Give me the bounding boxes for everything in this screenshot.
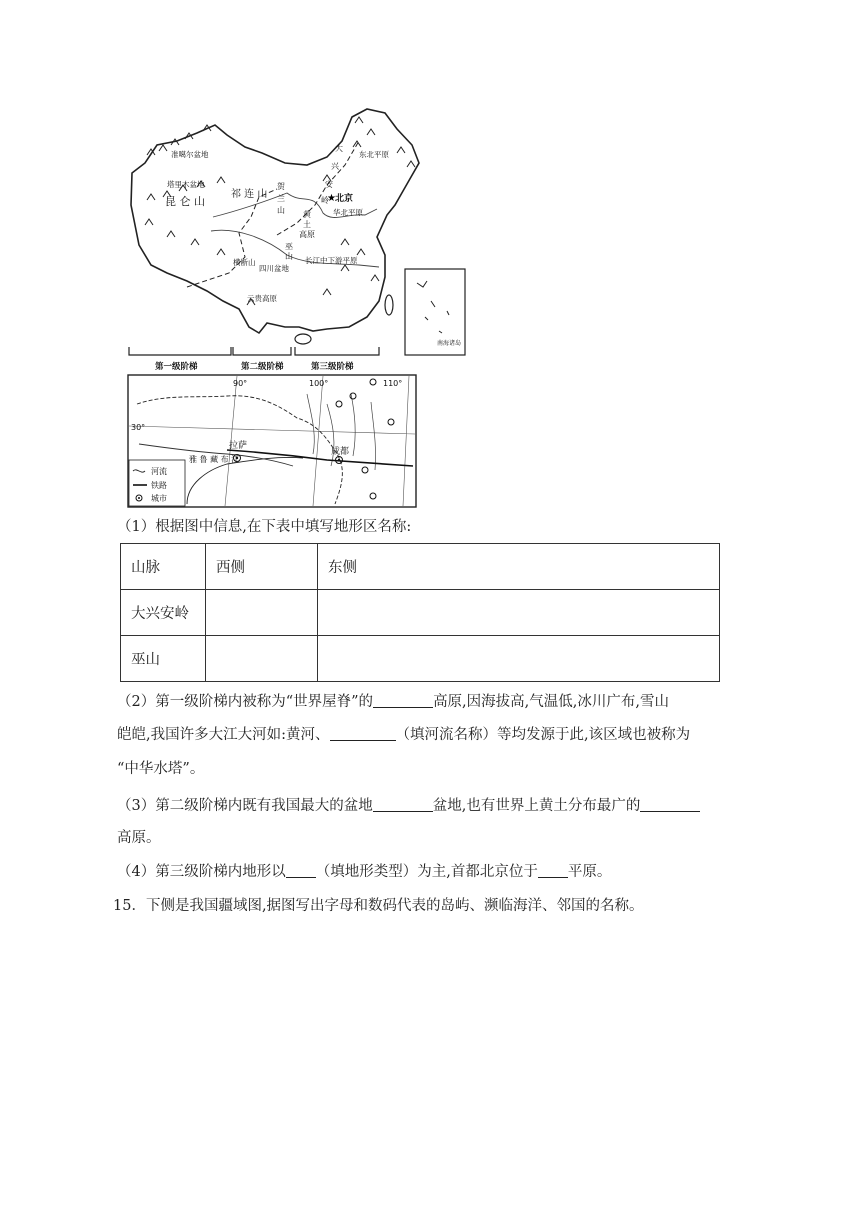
label-shan-he: 山 — [277, 206, 285, 215]
legend-river: 河流 — [151, 467, 167, 476]
step-third-label: 第三级阶梯 — [311, 362, 354, 372]
label-da: 大 — [335, 144, 343, 153]
label-sichuan: 四川盆地 — [259, 264, 289, 273]
q4-part-b: （填地形类型）为主,首都北京位于 — [315, 864, 538, 880]
row-daxinganling-west-cell[interactable] — [206, 590, 318, 636]
answer-blank-river[interactable] — [330, 726, 396, 741]
hainan-island — [295, 334, 311, 344]
question-2-line-1 — [117, 692, 727, 712]
step-second-label: 第二级阶梯 — [241, 362, 284, 372]
question-2-line-3: “中华水塔”。 — [117, 761, 205, 777]
answer-blank-plain[interactable] — [538, 863, 568, 878]
question-3-line-1 — [117, 796, 727, 816]
label-gao: 高 — [299, 230, 307, 239]
table-row — [121, 636, 720, 682]
label-yuan: 原 — [307, 230, 315, 239]
table-header-row — [121, 544, 720, 590]
label-tu: 土 — [303, 220, 311, 229]
label-qilian: 祁 连 山 — [231, 189, 268, 200]
question-2-line-2 — [117, 725, 727, 745]
label-northeast-plain: 东北平原 — [359, 150, 389, 159]
header-east: 东侧 — [318, 544, 720, 590]
answer-blank-basin[interactable] — [373, 797, 433, 812]
step-boundary-2 — [277, 141, 359, 235]
question-3-line-2: 高原。 — [117, 830, 161, 846]
legend-railway: 铁路 — [151, 481, 167, 490]
label-yungui: 云贵高原 — [247, 294, 277, 303]
label-hengduan: 横断山 — [233, 258, 256, 267]
label-middle-lower-plain: 长江中下游平原 — [305, 256, 358, 265]
label-junggar: 准噶尔盆地 — [171, 150, 209, 159]
table-row — [121, 590, 720, 636]
q2-part-c: 皑皑,我国许多大江大河如:黄河、 — [117, 727, 330, 743]
question-4 — [117, 862, 727, 882]
label-xing: 兴 — [331, 162, 339, 171]
row-wushan-name: 巫山 — [121, 636, 206, 682]
tick-90: 90° — [233, 379, 248, 388]
star-icon: ★ — [327, 193, 336, 204]
q3-part-a: （3）第二级阶梯内既有我国最大的盆地 — [117, 798, 373, 814]
label-shan-wu: 山 — [285, 252, 293, 261]
row-daxinganling-name: 大兴安岭 — [121, 590, 206, 636]
header-west: 西侧 — [206, 544, 318, 590]
q2-part-d: （填河流名称）等均发源于此,该区域也被称为 — [395, 727, 691, 743]
label-wu: 巫 — [285, 242, 293, 251]
label-south-sea: 南海诸岛 — [437, 340, 462, 347]
terrain-table — [120, 543, 720, 682]
tibet-sichuan-map-graphic — [127, 374, 417, 508]
legend-city: 城市 — [151, 494, 167, 503]
q4-part-c: 平原。 — [567, 864, 612, 880]
q3-part-b: 盆地,也有世界上黄土分布最广的 — [432, 798, 641, 814]
answer-blank-landform[interactable] — [286, 863, 316, 878]
step-bracket — [129, 347, 379, 355]
river-label: 雅 鲁 藏 布 江 — [189, 455, 240, 464]
question-1: （1）根据图中信息,在下表中填写地形区名称: — [117, 519, 412, 535]
china-terrain-map-graphic — [127, 105, 472, 373]
q2-part-b: 高原,因海拔高,气温低,冰川广布,雪山 — [433, 694, 669, 710]
city-chengdu-label: 成都 — [331, 447, 350, 457]
label-he: 贺 — [277, 182, 285, 191]
step-first-label: 第一级阶梯 — [155, 362, 198, 372]
tick-100: 100° — [309, 379, 329, 388]
row-wushan-west-cell[interactable] — [206, 636, 318, 682]
label-tarim: 塔里木盆地 — [167, 180, 205, 189]
label-huang: 黄 — [303, 210, 311, 219]
label-north-china-plain: 华北平原 — [333, 208, 363, 217]
answer-blank-plateau[interactable] — [373, 693, 433, 708]
china-terrain-map — [127, 105, 472, 373]
label-beijing: 北京 — [335, 194, 354, 204]
row-daxinganling-east-cell[interactable] — [318, 590, 720, 636]
tibet-sichuan-map — [127, 374, 417, 508]
answer-blank-loess[interactable] — [640, 797, 700, 812]
q4-part-a: （4）第三级阶梯内地形以 — [117, 864, 286, 880]
header-mountain: 山脉 — [121, 544, 206, 590]
taiwan-island — [385, 295, 393, 315]
row-wushan-east-cell[interactable] — [318, 636, 720, 682]
tick-30: 30° — [131, 423, 146, 432]
label-lan: 兰 — [277, 194, 285, 203]
label-kunlun: 昆 仑 山 — [165, 195, 205, 208]
question-15: 15．下侧是我国疆域图,据图写出字母和数码代表的岛屿、濒临海洋、邻国的名称。 — [113, 898, 644, 914]
tick-110: 110° — [383, 379, 403, 388]
q2-part-a: （2）第一级阶梯内被称为“世界屋脊”的 — [117, 694, 374, 710]
label-an: 安 — [325, 180, 333, 189]
city-lhasa-label: 拉萨 — [229, 441, 248, 451]
label-ling: 岭 — [321, 196, 329, 205]
